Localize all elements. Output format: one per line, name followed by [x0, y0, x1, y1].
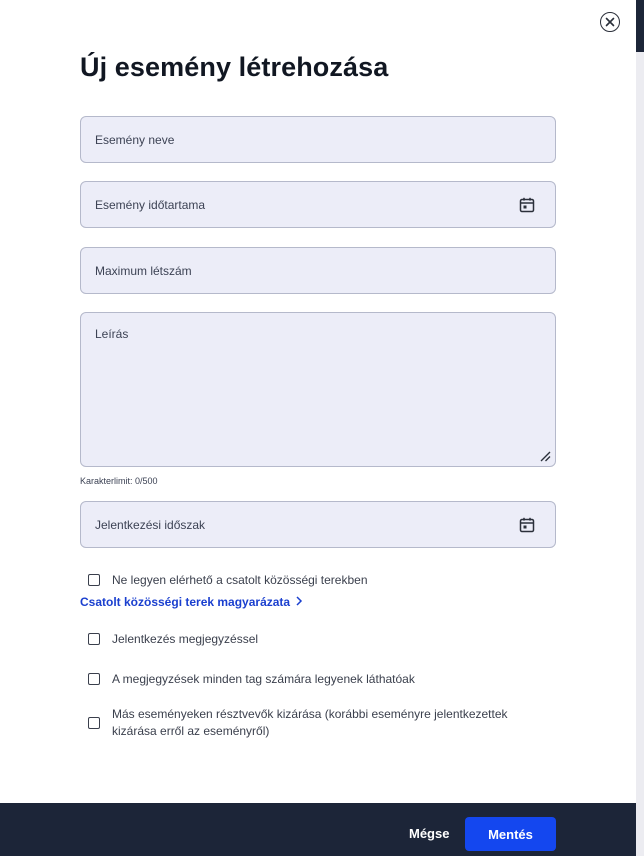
option-exclude-other-participants — [88, 706, 528, 740]
option-registration-with-note — [88, 631, 258, 648]
backdrop-header — [636, 0, 644, 52]
calendar-icon[interactable] — [519, 197, 535, 213]
option-notes-visible-to-all — [88, 671, 415, 688]
dialog-footer — [0, 803, 636, 856]
label-registration-with-note: Jelentkezés megjegyzéssel — [112, 632, 259, 646]
chevron-right-icon — [295, 596, 303, 606]
cancel-button[interactable]: Mégse — [409, 826, 450, 841]
event-duration-input[interactable] — [80, 181, 556, 228]
checkbox-exclude-other-participants[interactable] — [88, 717, 100, 729]
option-not-available-linked-spaces — [88, 572, 368, 589]
checkbox-registration-with-note[interactable] — [88, 633, 100, 645]
checkbox-not-available-linked-spaces[interactable] — [88, 574, 100, 586]
close-icon[interactable] — [600, 12, 620, 32]
max-headcount-placeholder: Maximum létszám — [95, 264, 192, 278]
linked-spaces-explanation-link[interactable] — [80, 595, 303, 609]
event-duration-placeholder: Esemény időtartama — [95, 198, 206, 212]
linked-spaces-link-label: Csatolt közösségi terek magyarázata — [80, 595, 291, 609]
description-textarea[interactable] — [80, 312, 556, 467]
char-limit-counter: Karakterlimit: 0/500 — [80, 476, 158, 486]
checkbox-notes-visible-to-all[interactable] — [88, 673, 100, 685]
registration-period-input[interactable] — [80, 501, 556, 548]
registration-period-placeholder: Jelentkezési időszak — [95, 518, 206, 532]
backdrop-strip — [636, 0, 644, 856]
event-name-input[interactable] — [80, 116, 556, 163]
label-exclude-other-participants: Más eseményeken résztvevők kizárása (korábbi eseményre jelentkezettek kizárása erről az eseményről) — [112, 707, 508, 738]
resize-grip-icon[interactable] — [539, 450, 551, 462]
label-notes-visible-to-all: A megjegyzések minden tag számára legyenek láthatóak — [112, 672, 415, 686]
calendar-icon[interactable] — [519, 517, 535, 533]
label-not-available-linked-spaces: Ne legyen elérhető a csatolt közösségi terekben — [112, 573, 368, 587]
max-headcount-input[interactable] — [80, 247, 556, 294]
save-button[interactable]: Mentés — [465, 817, 556, 851]
description-placeholder: Leírás — [95, 327, 129, 341]
event-name-placeholder: Esemény neve — [95, 133, 175, 147]
dialog-title: Új esemény létrehozása — [80, 52, 389, 82]
